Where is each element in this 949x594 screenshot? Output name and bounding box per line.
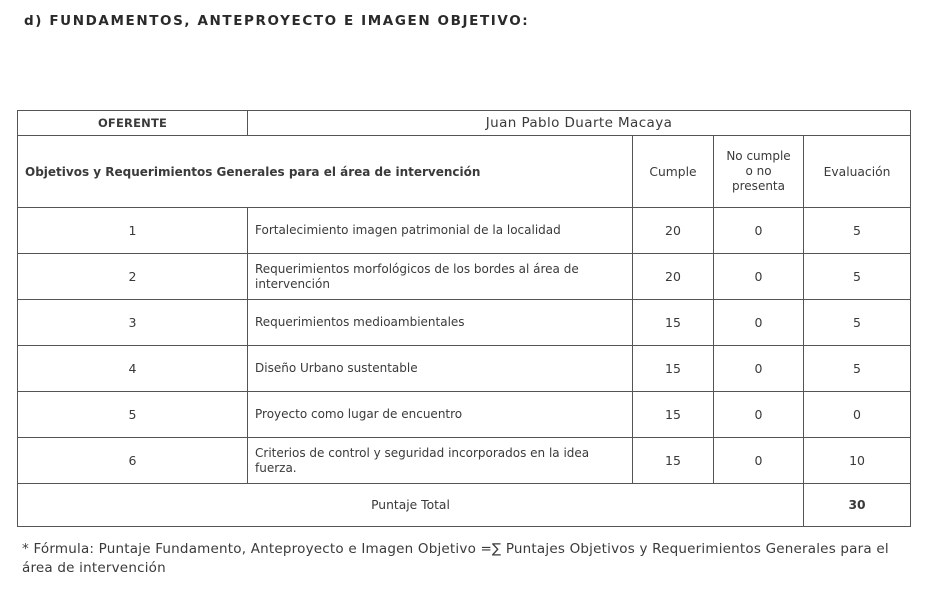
row-description: Fortalecimiento imagen patrimonial de la localidad	[248, 208, 633, 254]
row-number: 4	[18, 346, 248, 392]
row-evaluacion: 5	[804, 346, 911, 392]
row-evaluacion: 5	[804, 300, 911, 346]
table-row	[18, 346, 911, 392]
oferente-name: Juan Pablo Duarte Macaya	[248, 111, 911, 136]
total-label: Puntaje Total	[18, 484, 804, 527]
table-row	[18, 438, 911, 484]
row-cumple: 15	[633, 438, 714, 484]
row-evaluacion: 10	[804, 438, 911, 484]
table-row	[18, 392, 911, 438]
row-description: Criterios de control y seguridad incorporados en la idea fuerza.	[248, 438, 633, 484]
cumple-header: Cumple	[633, 136, 714, 208]
row-no-cumple: 0	[714, 300, 804, 346]
row-evaluacion: 0	[804, 392, 911, 438]
oferente-row	[18, 111, 911, 136]
evaluacion-header: Evaluación	[804, 136, 911, 208]
row-number: 2	[18, 254, 248, 300]
row-no-cumple: 0	[714, 254, 804, 300]
total-value: 30	[804, 484, 911, 527]
row-no-cumple: 0	[714, 438, 804, 484]
row-description: Diseño Urbano sustentable	[248, 346, 633, 392]
column-header-row	[18, 136, 911, 208]
row-evaluacion: 5	[804, 208, 911, 254]
evaluation-table	[17, 110, 911, 527]
formula-footnote: * Fórmula: Puntaje Fundamento, Anteproyecto e Imagen Objetivo =∑ Puntajes Objetivos y Requerimientos Generales para el área de intervención	[22, 541, 889, 576]
objectives-header: Objetivos y Requerimientos Generales para el área de intervención	[18, 136, 633, 208]
table-row	[18, 254, 911, 300]
row-number: 6	[18, 438, 248, 484]
row-number: 1	[18, 208, 248, 254]
row-number: 5	[18, 392, 248, 438]
oferente-label: OFERENTE	[18, 111, 248, 136]
row-no-cumple: 0	[714, 208, 804, 254]
no-cumple-header: No cumple o no presenta	[714, 136, 804, 208]
row-description: Requerimientos morfológicos de los bordes al área de intervención	[248, 254, 633, 300]
row-description: Requerimientos medioambientales	[248, 300, 633, 346]
row-cumple: 20	[633, 254, 714, 300]
table-row	[18, 300, 911, 346]
row-description: Proyecto como lugar de encuentro	[248, 392, 633, 438]
row-cumple: 20	[633, 208, 714, 254]
table-row	[18, 208, 911, 254]
row-cumple: 15	[633, 346, 714, 392]
row-no-cumple: 0	[714, 392, 804, 438]
row-cumple: 15	[633, 392, 714, 438]
row-number: 3	[18, 300, 248, 346]
row-cumple: 15	[633, 300, 714, 346]
total-row	[18, 484, 911, 527]
section-heading: d) FUNDAMENTOS, ANTEPROYECTO E IMAGEN OBJETIVO:	[24, 13, 530, 29]
row-evaluacion: 5	[804, 254, 911, 300]
row-no-cumple: 0	[714, 346, 804, 392]
